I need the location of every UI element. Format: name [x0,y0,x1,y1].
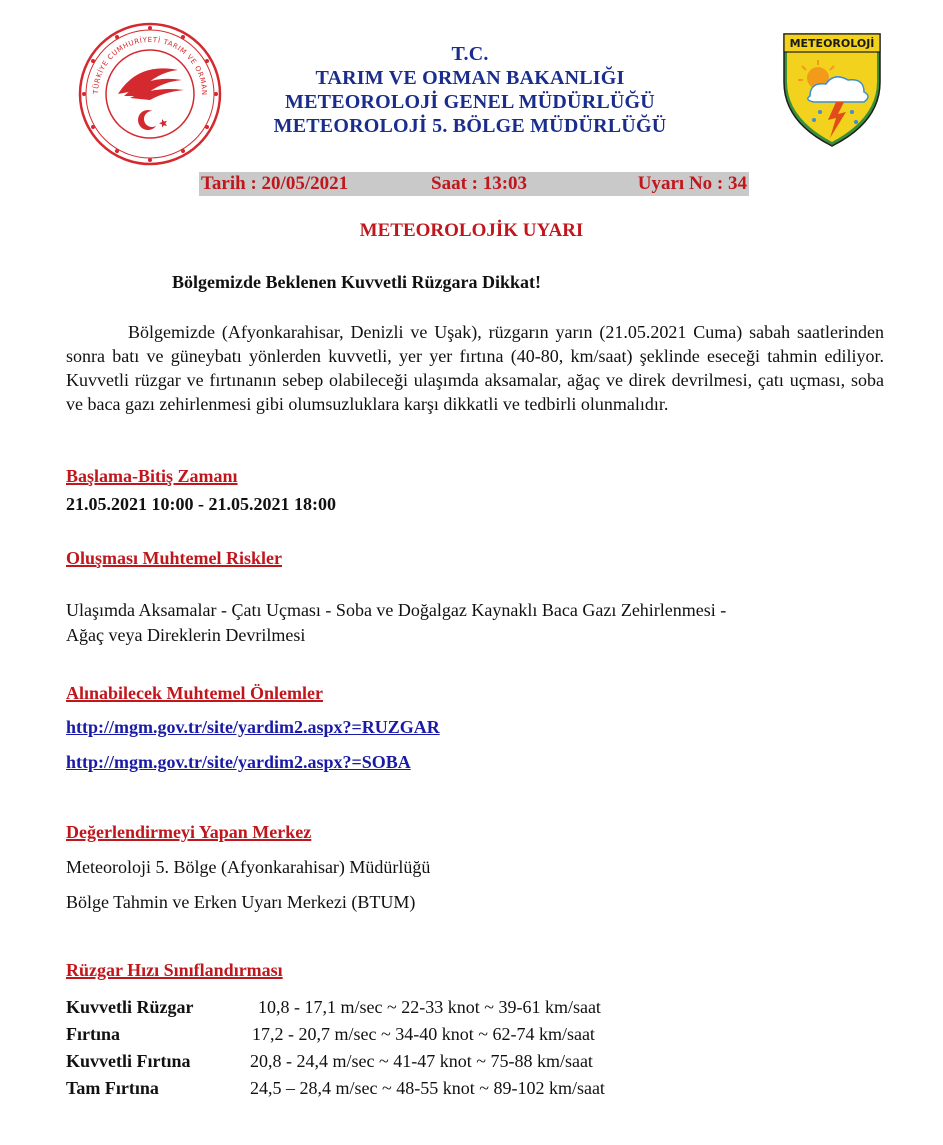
warning-description-text: Bölgemizde (Afyonkarahisar, Denizli ve Uşak), rüzgarın yarın (21.05.2021 Cuma) sabah saatlerinden sonra batı ve güneybatı yönlerden kuvvetli, yer yer fırtına (40-80, km/saat) şeklinde eseceği tahmin ediliyor. Kuvvetli rüzgar ve fırtınanın sebep olabileceği ulaşımda aksamalar, ağaç ve direk devrilmesi, çatı uçması, soba ve baca gazı zehirlenmesi gibi olumsuzluklara karşı dikkatli ve tedbirli olunmalıdır. [66,322,884,414]
wind-row [66,1051,786,1075]
risks-line-1: Ulaşımda Aksamalar - Çatı Uçması - Soba ve Doğalgaz Kaynaklı Baca Gazı Zehirlenmesi - [66,600,727,620]
document-title: METEOROLOJİK UYARI [359,220,584,241]
measures-link-stove[interactable]: http://mgm.gov.tr/site/yardim2.aspx?=SOBA [66,752,411,772]
ministry-logo-text: TÜRKİYE CUMHURİYETİ TARIM VE ORMAN [91,35,209,96]
wind-class-name: Fırtına [66,1024,120,1044]
wind-class-value: 20,8 - 24,4 m/sec ~ 41-47 knot ~ 75-88 km/saat [250,1051,593,1071]
center-line-2: Bölge Tahmin ve Erken Uyarı Merkezi (BTUM) [66,892,416,912]
wind-class-name: Kuvvetli Rüzgar [66,997,194,1017]
ministry-logo [78,22,222,166]
meteorology-logo [780,30,884,148]
header-directorate: METEOROLOJİ GENEL MÜDÜRLÜĞÜ [285,91,655,113]
section-heading-center: Değerlendirmeyi Yapan Merkez [66,822,312,842]
section-heading-wind: Rüzgar Hızı Sınıflandırması [66,960,283,980]
center-line-1: Meteoroloji 5. Bölge (Afyonkarahisar) Müdürlüğü [66,857,431,877]
timing-value: 21.05.2021 10:00 - 21.05.2021 18:00 [66,494,336,514]
header-tc: T.C. [451,43,489,65]
section-heading-risks: Oluşması Muhtemel Riskler [66,548,282,568]
meteorology-logo-text: METEOROLOJİ [789,37,875,50]
warning-description [66,320,884,416]
document-subtitle: Bölgemizde Beklenen Kuvvetli Rüzgara Dikkat! [172,272,541,292]
wind-class-name: Tam Fırtına [66,1078,159,1098]
risks-line-2: Ağaç veya Direklerin Devrilmesi [66,625,306,645]
wind-class-value: 24,5 – 28,4 m/sec ~ 48-55 knot ~ 89-102 km/saat [250,1078,605,1098]
warning-number: Uyarı No : 34 [637,173,747,194]
wind-class-value: 10,8 - 17,1 m/sec ~ 22-33 knot ~ 39-61 km/saat [258,997,601,1017]
warning-date: Tarih : 20/05/2021 [201,173,349,194]
wind-row [66,1078,786,1102]
wind-row [66,1024,786,1048]
wind-class-name: Kuvvetli Fırtına [66,1051,191,1071]
header-ministry: TARIM VE ORMAN BAKANLIĞI [315,67,625,89]
warning-time: Saat : 13:03 [431,173,528,194]
section-heading-measures: Alınabilecek Muhtemel Önlemler [66,683,323,703]
measures-link-wind[interactable]: http://mgm.gov.tr/site/yardim2.aspx?=RUZGAR [66,717,440,737]
info-bar [199,172,749,196]
wind-class-value: 17,2 - 20,7 m/sec ~ 34-40 knot ~ 62-74 km/saat [252,1024,595,1044]
section-heading-timing: Başlama-Bitiş Zamanı [66,466,238,486]
header-regional: METEOROLOJİ 5. BÖLGE MÜDÜRLÜĞÜ [273,115,667,137]
wind-row [66,997,786,1021]
